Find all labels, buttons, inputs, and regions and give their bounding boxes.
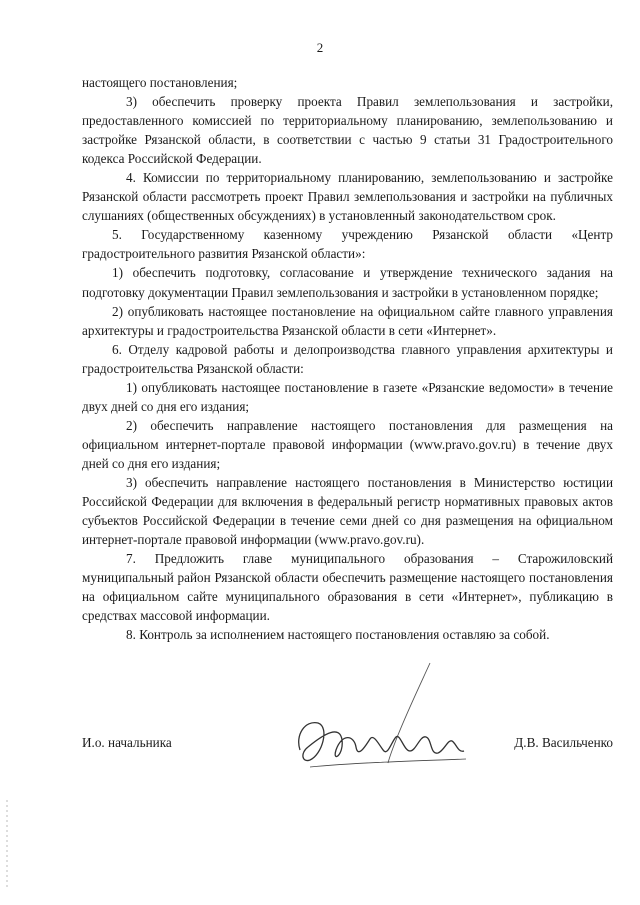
document-body: [82, 73, 613, 644]
page-number: 2: [316, 40, 324, 55]
paragraph-continuation: настоящего постановления;: [82, 75, 238, 90]
paragraph-section-6: 6. Отделу кадровой работы и делопроизводства главного управления архитектуры и градостроительства Рязанской области:: [82, 341, 613, 376]
paragraph-section-4: 4. Комиссии по территориальному планированию, землепользованию и застройке Рязанской области рассмотреть проект Правил землепользования и застройки на публичных слушаниях (общественных обсуждениях) в установленный законодательством срок.: [82, 170, 613, 224]
paragraph-section-7: 7. Предложить главе муниципального образования – Старожиловский муниципальный район Рязанской области обеспечить размещение настоящего постановления на официальном сайте муниципального образования в сети «Интернет», публикацию в средствах массовой информации.: [82, 551, 613, 624]
paragraph-section-6-item-2: 2) обеспечить направление настоящего постановления для размещения на официальном интернет-портале правовой информации (www.pravo.gov.ru) в течение двух дней со дня его издания;: [82, 417, 613, 471]
signature-upper-stroke: [388, 663, 430, 763]
paragraph-item-3: 3) обеспечить проверку проекта Правил землепользования и застройки, предоставленного комиссией по территориальному планированию, землепользованию и застройке Рязанской области, в соответствии с частью 9 статьи 31 Градостроительного кодекса Российской Федерации.: [82, 94, 613, 167]
paragraph-section-5: 5. Государственному казенному учреждению Рязанской области «Центр градостроительного развития Рязанской области»:: [82, 227, 613, 262]
paragraph-section-5-item-1: 1) обеспечить подготовку, согласование и утверждение технического задания на подготовку документации Правил землепользования и застройки в установленном порядке;: [82, 265, 613, 300]
paragraph-section-6-item-3: 3) обеспечить направление настоящего постановления в Министерство юстиции Российской Федерации для включения в федеральный регистр нормативных правовых актов субъектов Российской Федерации в течение семи дней со дня размещения на официальном интернет-портале правовой информации (www.pravo.gov.ru).: [82, 474, 613, 548]
signatory-title: И.о. начальника: [82, 735, 172, 750]
signatory-name: Д.В. Васильченко: [514, 735, 613, 750]
margin-scan-artifact: [6, 800, 8, 890]
handwritten-signature: [270, 655, 490, 780]
paragraph-section-8: 8. Контроль за исполнением настоящего постановления оставляю за собой.: [126, 627, 550, 643]
paragraph-section-5-item-2: 2) опубликовать настоящее постановление на официальном сайте главного управления архитектуры и градостроительства Рязанской области в сети «Интернет».: [82, 303, 613, 338]
paragraph-section-6-item-1: 1) опубликовать настоящее постановление в газете «Рязанские ведомости» в течение двух дней со дня его издания;: [82, 379, 613, 414]
signature-main-stroke: [299, 723, 464, 761]
